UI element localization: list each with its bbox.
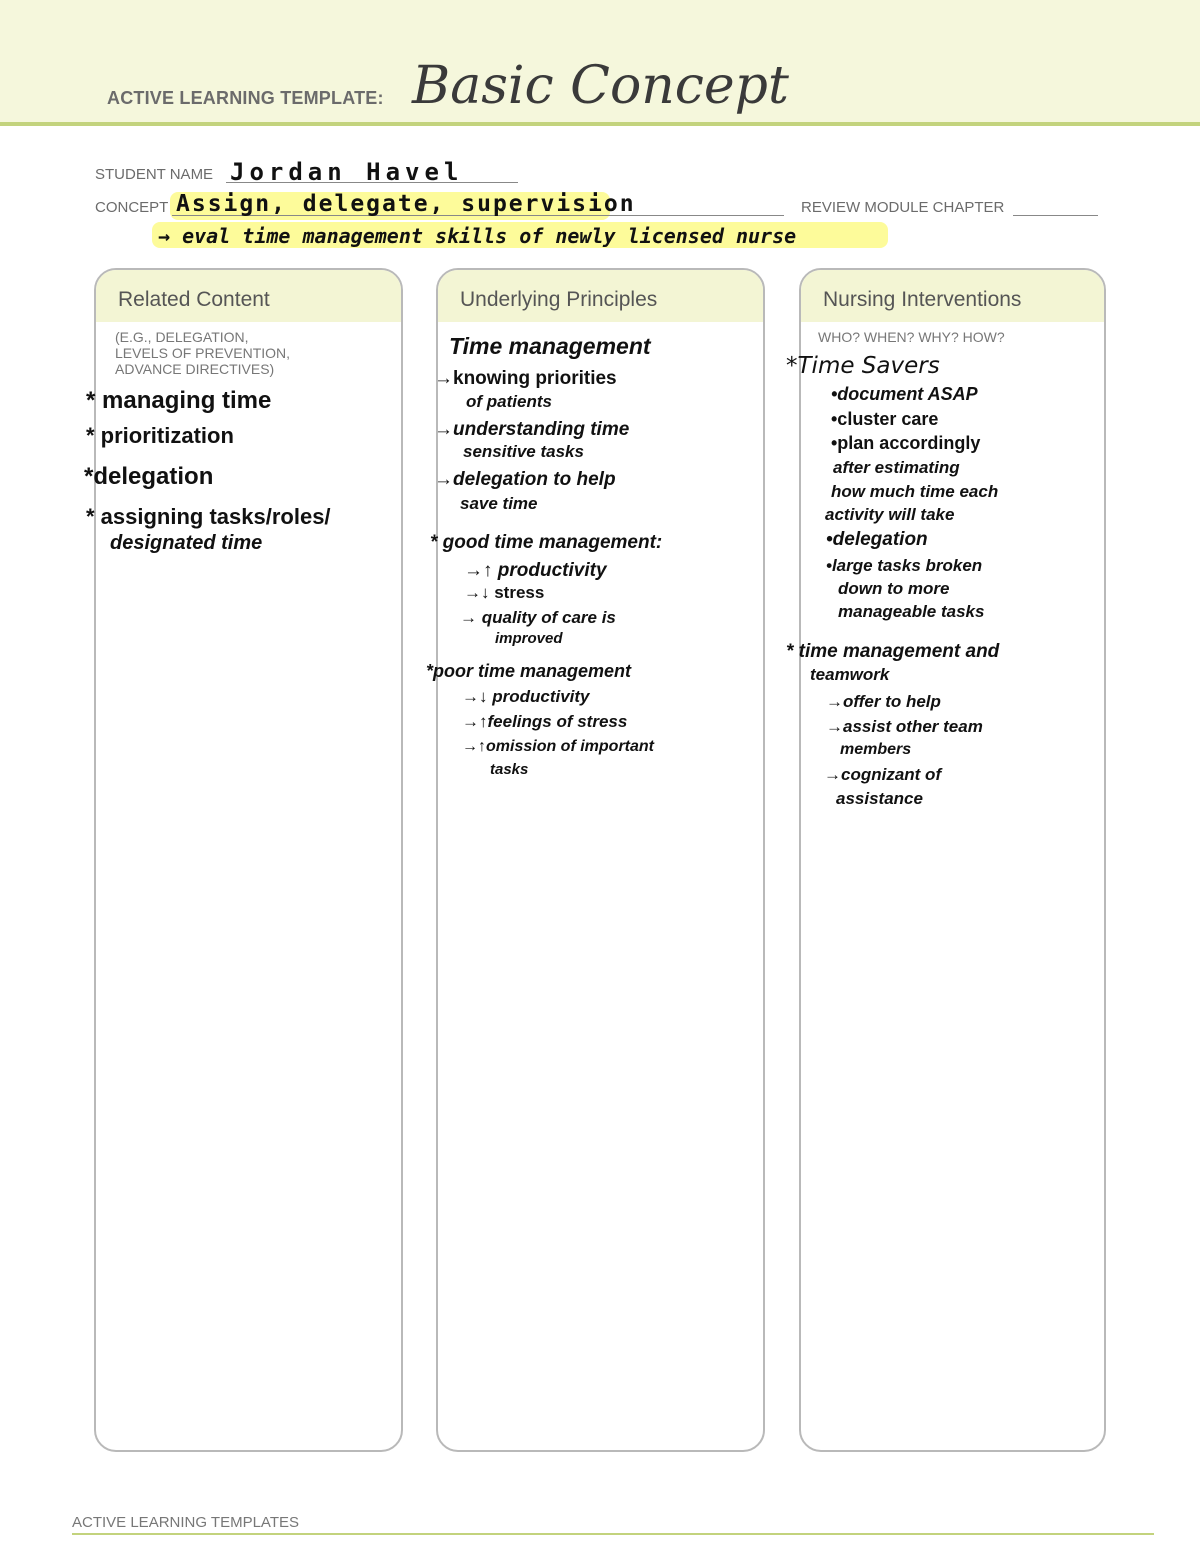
principles-note: →knowing priorities [434,368,617,389]
related-hint-line: LEVELS OF PREVENTION, [115,345,291,361]
concept-value[interactable]: Assign, delegate, supervision [176,191,636,217]
concept-label: CONCEPT [95,199,169,216]
nursing-interventions-hint: WHO? WHEN? WHY? HOW? [818,329,1005,345]
related-content-hint [115,329,290,377]
template-title: Basic Concept [412,56,789,116]
interventions-note: •cluster care [831,409,939,429]
interventions-note: after estimating [833,458,960,477]
interventions-note: teamwork [810,665,890,684]
interventions-note: manageable tasks [838,602,985,621]
student-name-value[interactable]: Jordan Havel [230,158,464,186]
interventions-note: assistance [836,789,923,808]
template-label: ACTIVE LEARNING TEMPLATE: [107,88,384,108]
related-note: * prioritization [86,423,234,448]
review-module-label: REVIEW MODULE CHAPTER [801,199,1005,216]
related-note: designated time [110,532,263,554]
related-content-title: Related Content [96,270,401,322]
review-module-underline [1013,215,1098,216]
interventions-note: →assist other team [826,717,983,736]
interventions-note: members [840,741,912,758]
footer-rule [72,1533,1154,1535]
interventions-note: *Time Savers [786,353,940,379]
principles-note: improved [495,630,563,647]
principles-note: save time [460,494,538,513]
concept-note: → eval time management skills of newly licensed nurse [158,224,797,248]
interventions-note: •delegation [826,529,928,550]
interventions-note: •plan accordingly [831,433,981,453]
principles-note: →understanding time [434,419,630,440]
principles-note: →↑ productivity [464,560,607,581]
header-rule [0,122,1200,126]
related-note: * assigning tasks/roles/ [86,504,331,529]
interventions-note: how much time each [831,482,999,501]
interventions-note: →cognizant of [824,765,942,784]
principles-note: →delegation to help [434,469,616,490]
principles-note: →↑feelings of stress [462,712,628,731]
related-hint-line: ADVANCE DIRECTIVES) [115,361,275,377]
principles-note: → quality of care is [460,608,616,627]
related-note: *delegation [84,463,214,490]
principles-note: tasks [490,761,529,778]
related-note: * managing time [86,387,272,414]
student-name-label: STUDENT NAME [95,166,214,183]
principles-note: * good time management: [430,532,663,553]
principles-note: →↓ productivity [462,687,590,706]
principles-note: *poor time management [426,661,632,681]
interventions-note: →offer to help [826,692,941,711]
related-hint-line: (E.G., DELEGATION, [115,329,249,345]
principles-note: sensitive tasks [463,442,584,461]
footer-text: ACTIVE LEARNING TEMPLATES [72,1514,299,1531]
interventions-note: * time management and [786,641,1000,662]
principles-note: →↓ stress [464,583,545,602]
principles-note: →↑omission of important [462,738,654,755]
interventions-note: •document ASAP [831,384,978,404]
interventions-note: down to more [838,579,950,598]
interventions-note: •large tasks broken [826,556,983,575]
underlying-principles-title: Underlying Principles [438,270,763,322]
interventions-note: activity will take [825,505,955,524]
principles-note: Time management [449,333,651,359]
nursing-interventions-title: Nursing Interventions [801,270,1104,322]
principles-note: of patients [466,392,552,411]
